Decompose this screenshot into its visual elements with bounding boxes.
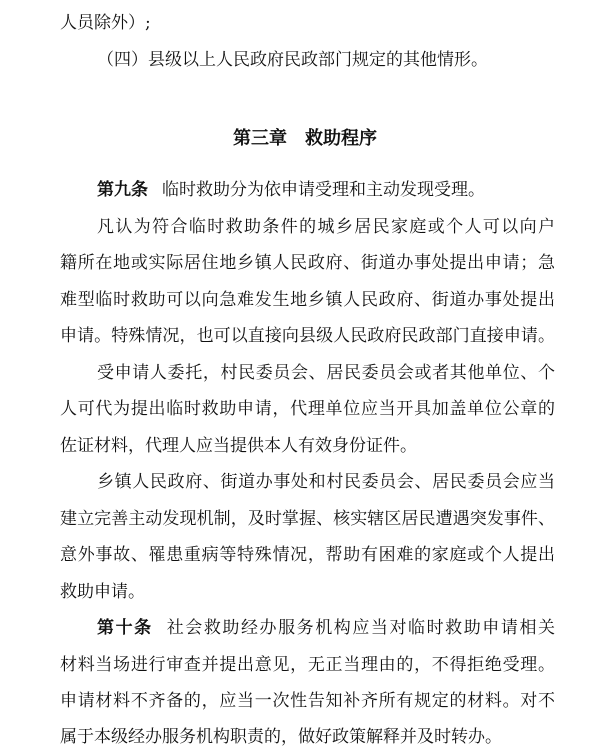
text-line [60,12,555,34]
text-line [97,216,555,238]
line-text: 材料当场进行审查并提出意见，无正当理由的，不得拒绝受理。 [60,655,555,675]
line-text: 人可代为提出临时救助申请，代理单位应当开具加盖单位公章的 [60,399,555,419]
text-line [60,325,555,347]
line-text: 意外事故、罹患重病等特殊情况，帮助有困难的家庭或个人提出 [60,545,555,565]
text-line [60,435,555,457]
line-text: 属于本级经办服务机构职责的，做好政策解释并及时转办。 [60,727,502,747]
text-line [97,617,555,639]
line-text: 救助申请。 [60,582,145,602]
line-text: 乡镇人民政府、街道办事处和村民委员会、居民委员会应当 [97,472,555,492]
text-line [60,252,555,274]
line-text: 籍所在地或实际居住地乡镇人民政府、街道办事处提出申请；急 [60,253,555,273]
line-text: 申请材料不齐备的，应当一次性告知补齐所有规定的材料。对不 [60,691,555,711]
article-number: 第十条 [97,618,153,638]
article-number: 第九条 [97,180,148,200]
text-line [60,398,555,420]
text-line [60,581,555,603]
text-line [60,289,555,311]
text-line [97,179,555,201]
line-text: 人员除外）; [60,13,151,33]
text-line [97,471,555,493]
line-text: 难型临时救助可以向急难发生地乡镇人民政府、街道办事处提出 [60,290,555,310]
text-line [60,726,555,748]
text-line [60,690,555,712]
line-text: 受申请人委托，村民委员会、居民委员会或者其他单位、个 [97,363,555,383]
line-text: （四）县级以上人民政府民政部门规定的其他情形。 [97,50,488,70]
line-text: 建立完善主动发现机制，及时掌握、核实辖区居民遭遇突发事件、 [60,509,555,529]
text-line [97,362,555,384]
line-text: 临时救助分为依申请受理和主动发现受理。 [162,180,485,200]
line-text: 社会救助经办服务机构应当对临时救助申请相关 [166,618,556,638]
text-line [60,654,555,676]
line-text: 佐证材料，代理人应当提供本人有效身份证件。 [60,436,417,456]
line-text: 申请。特殊情况，也可以直接向县级人民政府民政部门直接申请。 [60,326,555,346]
text-line [97,49,555,71]
chapter-heading: 第三章 救助程序 [233,128,377,149]
line-text: 凡认为符合临时救助条件的城乡居民家庭或个人可以向户 [97,217,555,237]
text-line [60,508,555,530]
text-line [60,544,555,566]
